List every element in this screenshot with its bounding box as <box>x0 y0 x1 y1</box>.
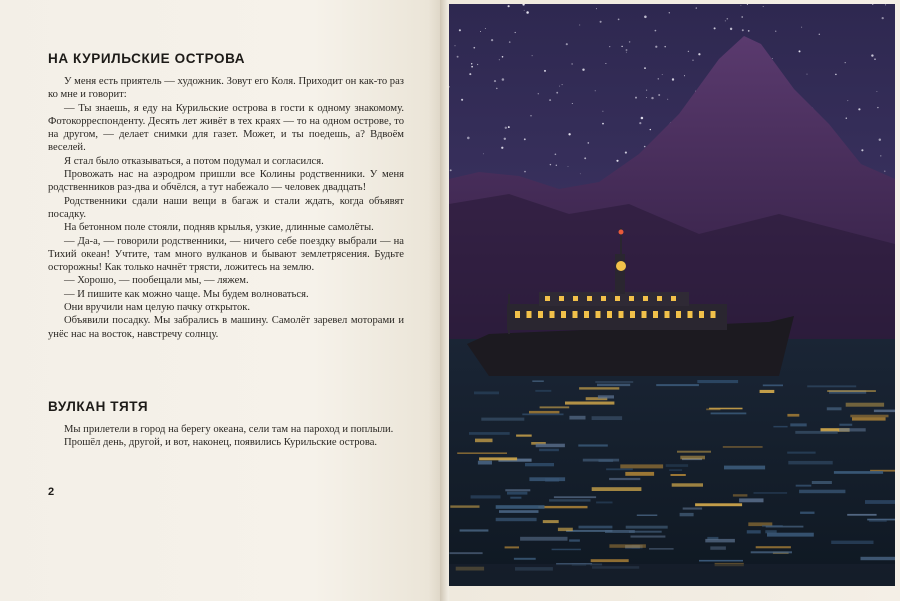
wave-stroke <box>538 506 587 508</box>
wave-stroke <box>852 417 886 420</box>
wave-stroke <box>605 530 635 533</box>
wave-stroke <box>626 526 668 529</box>
wave-stroke <box>799 490 845 494</box>
star <box>584 157 586 159</box>
wave-stroke <box>469 432 510 435</box>
star <box>473 47 475 49</box>
wave-stroke <box>865 500 895 504</box>
wave-stroke <box>522 414 563 416</box>
star <box>587 142 589 144</box>
wave-stroke <box>609 544 646 548</box>
wave-stroke <box>620 464 663 468</box>
star <box>596 8 597 9</box>
star <box>562 84 563 85</box>
star <box>504 138 506 140</box>
wave-stroke <box>535 390 551 392</box>
wave-stroke <box>710 546 726 549</box>
wave-stroke <box>763 385 783 387</box>
wave-stroke <box>631 536 666 538</box>
wave-stroke <box>536 444 565 448</box>
lit-window <box>545 296 550 301</box>
lit-window <box>665 311 670 318</box>
star <box>874 58 876 60</box>
paragraph: Они вручили нам целую пачку открыток. <box>64 302 251 314</box>
wave-stroke <box>457 452 507 454</box>
star <box>629 41 631 43</box>
star <box>621 46 622 47</box>
wave-stroke <box>751 551 792 553</box>
wave-stroke <box>565 402 614 405</box>
wave-stroke <box>672 483 703 486</box>
star <box>568 166 569 167</box>
ship-funnel <box>615 254 625 294</box>
star <box>664 46 666 48</box>
star <box>858 108 860 110</box>
wave-stroke <box>505 489 530 491</box>
star <box>646 97 647 98</box>
lit-window <box>596 311 601 318</box>
wave-stroke <box>800 512 814 514</box>
wave-stroke <box>796 485 812 487</box>
star <box>658 94 660 96</box>
star <box>502 56 504 58</box>
chapter-heading: НА КУРИЛЬСКИЕ ОСТРОВА <box>48 51 246 66</box>
lit-window <box>711 311 716 318</box>
star <box>605 63 606 64</box>
star <box>469 73 471 75</box>
wave-stroke <box>709 408 742 410</box>
masthead-light <box>616 261 626 271</box>
star <box>568 133 570 135</box>
star <box>748 30 750 32</box>
paragraph: Прошёл день, другой, и вот, наконец, появились Курильские острова. <box>64 437 378 449</box>
wave-stroke <box>671 474 686 476</box>
section-text <box>48 423 404 450</box>
top-light <box>619 230 624 235</box>
wave-stroke <box>583 459 619 462</box>
paragraph: — Ты знаешь, я еду на Курильские острова в гости к одному знакомому. Фотокорреспонденту. Десять лет живёт в тех краях — то на одном острове, то на другом, — делает снимки для газет. Может, и ты поедешь, а? Вдвоём веселей. <box>48 102 404 154</box>
wave-stroke <box>839 424 852 426</box>
wave-stroke <box>592 487 642 491</box>
wave-stroke <box>637 515 658 517</box>
wave-stroke <box>481 418 524 421</box>
star <box>725 20 726 21</box>
chapter-heading: ВУЛКАН ТЯТЯ <box>48 399 149 414</box>
wave-stroke <box>756 546 791 548</box>
lit-window <box>629 296 634 301</box>
star <box>741 16 743 18</box>
wave-stroke <box>680 456 705 460</box>
star <box>450 169 452 171</box>
paragraph: На бетонном поле стояли, подняв крылья, узкие, длинные самолёты. <box>64 222 374 234</box>
lit-window <box>573 311 578 318</box>
lit-window <box>561 311 566 318</box>
star <box>646 90 647 91</box>
star <box>502 78 505 81</box>
wave-stroke <box>711 413 747 415</box>
star <box>556 165 557 166</box>
star <box>845 62 846 63</box>
star <box>459 29 461 31</box>
wave-stroke <box>861 557 896 560</box>
star <box>650 129 651 130</box>
star <box>655 30 657 32</box>
lit-window <box>615 296 620 301</box>
star <box>499 59 500 60</box>
star <box>698 53 700 55</box>
wave-stroke <box>733 494 748 496</box>
wave-stroke <box>591 559 629 562</box>
wave-stroke <box>739 498 763 502</box>
illustration-image <box>449 4 895 586</box>
section-text <box>48 75 404 341</box>
wave-stroke <box>656 384 699 386</box>
wave-stroke <box>846 403 884 407</box>
star <box>819 34 820 35</box>
star <box>559 86 560 87</box>
star <box>461 99 463 101</box>
wave-stroke <box>827 407 842 410</box>
wave-stroke <box>874 410 895 413</box>
lit-window <box>584 311 589 318</box>
paragraph: — Да-а, — говорили родственники, — ничего себе поездку выбрали — на Тихий океан! Учтите, там много вулканов и бывают землетрясения. Будьте осторожны! Как только начнёт трясти, ложитесь на землю. <box>48 235 404 274</box>
wave-stroke <box>867 519 895 521</box>
paragraph: — И пишите как можно чаще. Мы будем волноваться. <box>64 288 309 300</box>
star <box>477 64 478 65</box>
star <box>880 155 881 156</box>
star <box>847 100 848 101</box>
star <box>505 127 507 129</box>
lit-window <box>619 311 624 318</box>
wave-stroke <box>592 416 623 420</box>
wave-stroke <box>790 423 806 426</box>
wave-stroke <box>597 384 630 386</box>
wave-stroke <box>609 478 640 480</box>
wave-stroke <box>831 541 873 544</box>
wave-stroke <box>478 461 492 465</box>
star <box>669 12 670 13</box>
wave-stroke <box>839 428 866 431</box>
wave-stroke <box>762 525 783 527</box>
lit-window <box>657 296 662 301</box>
star <box>494 80 496 82</box>
wave-stroke <box>474 392 499 395</box>
wave-stroke <box>460 529 489 531</box>
lit-window <box>601 296 606 301</box>
star <box>602 123 604 125</box>
wave-stroke <box>807 385 856 387</box>
star <box>885 4 886 5</box>
wave-stroke <box>850 415 888 418</box>
star <box>884 171 885 172</box>
paragraph: Объявили посадку. Мы забрались в машину. Самолёт заревел моторами и унёс нас на восток, навстречу солнцу. <box>48 315 404 340</box>
star <box>877 107 878 108</box>
star <box>508 5 510 7</box>
wave-stroke <box>649 548 674 550</box>
wave-stroke <box>677 451 711 453</box>
wave-stroke <box>552 549 581 551</box>
wave-stroke <box>569 416 585 420</box>
left-page <box>0 0 446 601</box>
page-bottom-edge <box>449 564 895 586</box>
lit-window <box>550 311 555 318</box>
wave-stroke <box>532 380 544 382</box>
wave-stroke <box>695 503 742 506</box>
star <box>625 152 627 154</box>
paragraph: Провожать нас на аэродром пришли все Колины родственники. У меня родственников раз-два и обчёлся, а тут набежало — человек двадцать! <box>48 169 404 194</box>
star <box>861 149 863 151</box>
wave-stroke <box>827 390 876 392</box>
star <box>582 68 584 70</box>
lit-window <box>643 296 648 301</box>
wave-stroke <box>529 411 559 414</box>
star <box>483 153 484 154</box>
star <box>846 117 847 118</box>
star <box>457 56 459 58</box>
wave-stroke <box>549 499 591 501</box>
wave-stroke <box>525 463 554 466</box>
star <box>876 91 877 92</box>
star <box>684 75 685 76</box>
lit-window <box>642 311 647 318</box>
star <box>616 160 618 162</box>
wave-stroke <box>847 514 876 516</box>
star <box>635 97 637 99</box>
star <box>644 146 646 148</box>
wave-stroke <box>596 502 612 504</box>
wave-stroke <box>705 539 735 543</box>
star <box>496 88 498 90</box>
wave-stroke <box>666 464 688 467</box>
wave-stroke <box>510 497 521 499</box>
star <box>544 70 546 72</box>
star <box>742 29 744 31</box>
star <box>879 139 881 141</box>
wave-stroke <box>543 520 559 523</box>
star <box>639 122 641 124</box>
star <box>692 60 693 61</box>
lit-window <box>688 311 693 318</box>
wave-stroke <box>449 552 482 554</box>
illustration-night-sea <box>449 4 895 586</box>
star <box>532 55 533 56</box>
star <box>763 6 764 7</box>
star <box>740 5 741 6</box>
lit-window <box>671 296 676 301</box>
star <box>595 90 596 91</box>
wave-stroke <box>680 513 694 516</box>
star <box>556 92 558 94</box>
star <box>526 11 529 14</box>
wave-stroke <box>787 452 815 454</box>
wave-stroke <box>754 492 788 494</box>
wave-stroke <box>479 457 517 460</box>
wave-stroke <box>747 530 761 533</box>
star <box>509 41 511 43</box>
lit-window <box>573 296 578 301</box>
wave-stroke <box>578 444 608 446</box>
star <box>801 27 802 28</box>
wave-stroke <box>788 461 832 465</box>
wave-stroke <box>539 449 559 452</box>
page-number: 2 <box>48 486 55 498</box>
wave-stroke <box>669 469 682 471</box>
lit-window <box>587 296 592 301</box>
star <box>644 67 646 69</box>
star <box>508 126 510 128</box>
wave-stroke <box>724 466 765 470</box>
wave-stroke <box>496 505 545 509</box>
star <box>667 99 668 100</box>
star <box>524 10 525 11</box>
star <box>538 93 539 94</box>
wave-stroke <box>569 539 580 541</box>
wave-stroke <box>475 439 493 443</box>
paragraph: — Хорошо, — пообещали мы, — ляжем. <box>64 275 249 287</box>
star <box>524 138 526 140</box>
wave-stroke <box>558 528 573 531</box>
star <box>480 31 481 32</box>
star <box>491 39 493 41</box>
star <box>580 173 581 174</box>
wave-stroke <box>606 468 633 470</box>
star <box>799 50 801 52</box>
wave-stroke <box>683 508 702 510</box>
star <box>641 117 644 120</box>
paragraph: Мы прилетели в город на берегу океана, сели там на пароход и поплыли. <box>64 424 394 435</box>
star <box>662 74 663 75</box>
star <box>672 78 674 80</box>
star <box>471 66 473 68</box>
star <box>471 63 472 64</box>
wave-stroke <box>505 546 519 548</box>
star <box>566 43 568 45</box>
wave-stroke <box>723 446 763 448</box>
star <box>550 164 551 165</box>
lit-window <box>559 296 564 301</box>
star <box>714 27 716 29</box>
star <box>501 147 503 149</box>
star <box>454 45 455 46</box>
wave-stroke <box>579 387 619 389</box>
star <box>571 63 572 64</box>
star <box>524 171 526 173</box>
star <box>579 24 580 25</box>
paragraph: У меня есть приятель — художник. Зовут его Коля. Приходит он как-то раз ко мне и говорит: <box>48 76 404 101</box>
star <box>696 7 697 8</box>
star <box>835 74 837 76</box>
wave-stroke <box>496 518 537 521</box>
paragraph: Я стал было отказываться, а потом подумал и согласился. <box>64 155 324 167</box>
wave-stroke <box>520 537 567 541</box>
wave-stroke <box>765 530 776 533</box>
star <box>626 49 628 51</box>
star <box>775 31 776 32</box>
lit-window <box>515 311 520 318</box>
star <box>727 18 729 20</box>
wave-stroke <box>812 481 832 484</box>
wave-stroke <box>516 435 532 437</box>
star <box>609 46 610 47</box>
star <box>549 99 551 101</box>
star <box>655 46 657 48</box>
wave-stroke <box>625 472 654 476</box>
lit-window <box>607 311 612 318</box>
wave-stroke <box>540 406 570 408</box>
wave-stroke <box>499 510 539 513</box>
star <box>651 97 653 99</box>
wave-stroke <box>579 526 613 529</box>
star <box>555 153 557 155</box>
wave-stroke <box>787 414 799 417</box>
wave-stroke <box>595 381 633 383</box>
wave-stroke <box>471 495 501 498</box>
star <box>772 58 773 59</box>
wave-stroke <box>514 558 536 560</box>
star <box>467 137 470 140</box>
wave-stroke <box>773 426 787 428</box>
wave-stroke <box>529 477 565 481</box>
star <box>807 74 808 75</box>
star <box>600 21 602 23</box>
wave-stroke <box>699 560 743 562</box>
star <box>530 115 531 116</box>
star <box>618 19 620 21</box>
wave-stroke <box>760 390 775 393</box>
star <box>882 17 884 19</box>
star <box>515 32 516 33</box>
star <box>626 52 627 53</box>
star <box>602 111 603 112</box>
wave-stroke <box>697 380 738 383</box>
lit-window <box>699 311 704 318</box>
star <box>485 28 486 29</box>
wave-stroke <box>450 505 479 507</box>
star <box>730 28 732 30</box>
star <box>644 16 647 19</box>
star <box>871 54 873 56</box>
lit-window <box>630 311 635 318</box>
star <box>572 103 573 104</box>
wave-stroke <box>834 471 883 474</box>
wave-stroke <box>507 492 527 495</box>
paragraph: Родственники сдали наши вещи в багаж и стали ждать, когда объявят посадку. <box>48 195 404 220</box>
lit-window <box>653 311 658 318</box>
lit-window <box>538 311 543 318</box>
lit-window <box>527 311 532 318</box>
wave-stroke <box>598 395 614 398</box>
wave-stroke <box>795 431 837 434</box>
star <box>658 78 659 79</box>
star <box>688 51 689 52</box>
lit-window <box>676 311 681 318</box>
wave-stroke <box>554 496 596 498</box>
